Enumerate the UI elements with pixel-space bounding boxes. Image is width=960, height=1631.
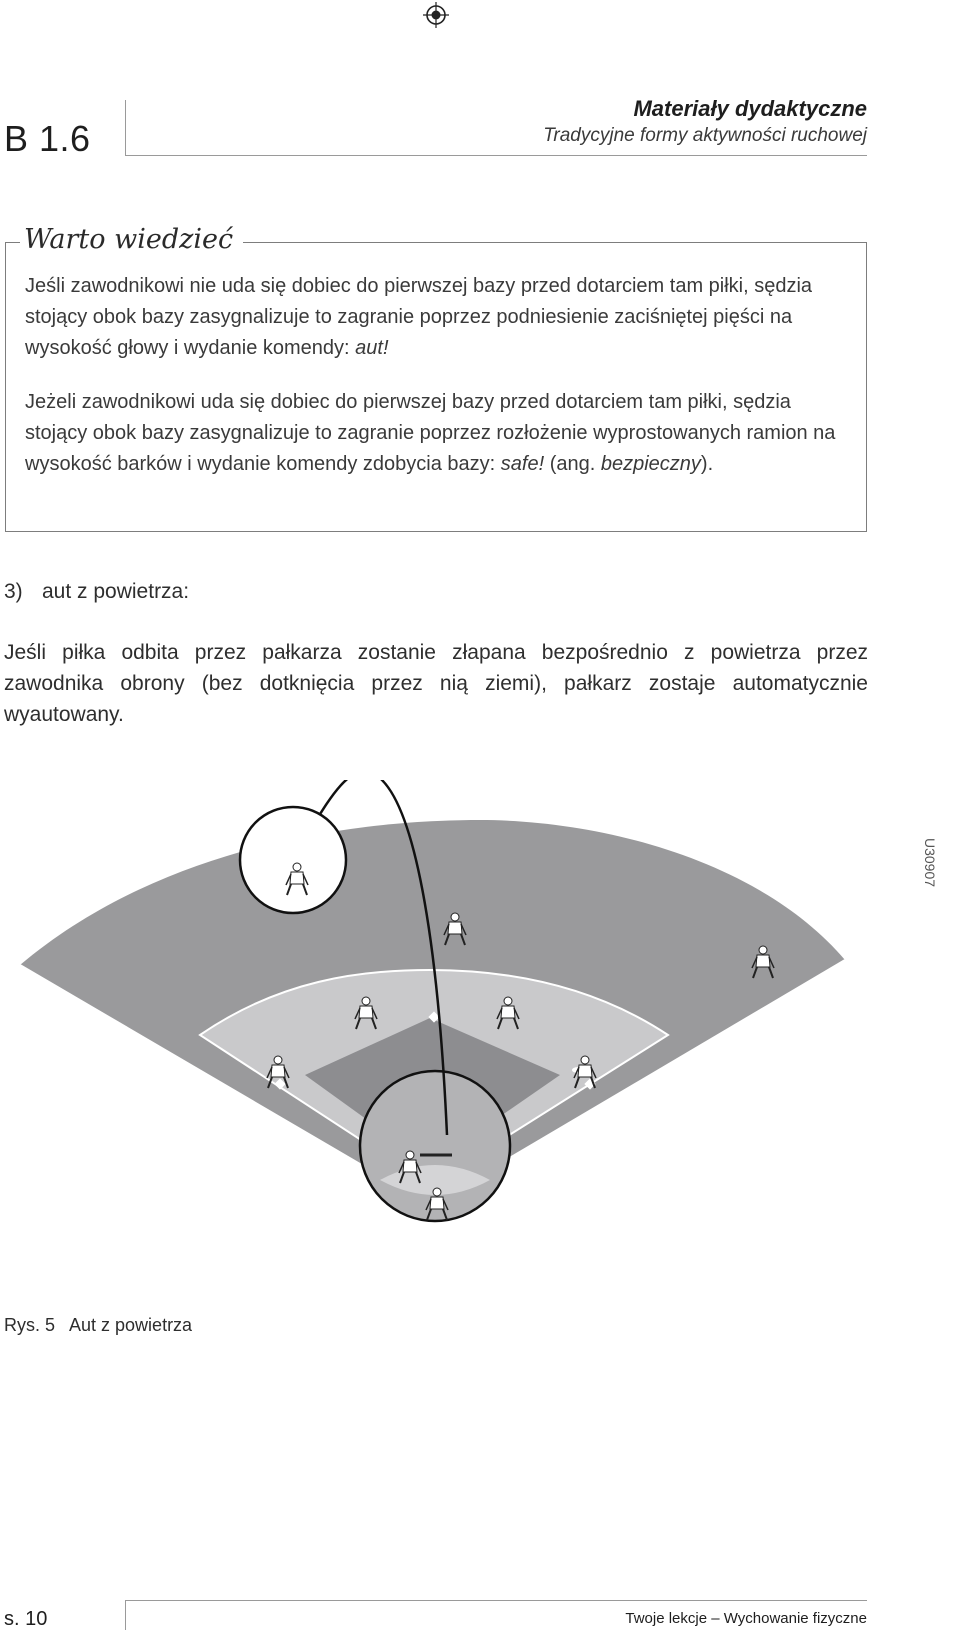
caption-number: Rys. 5 xyxy=(4,1315,56,1335)
info-box-paragraph-out xyxy=(25,271,851,364)
info-box-paragraph-safe xyxy=(25,387,851,480)
header-divider-vertical xyxy=(125,100,126,156)
catch-highlight xyxy=(240,807,346,913)
figure-caption xyxy=(4,1315,192,1336)
rule-heading xyxy=(4,580,189,604)
header-title: Materiały dydaktyczne xyxy=(633,96,867,121)
caption-text: Aut z powietrza xyxy=(69,1315,193,1335)
rule-label: aut z powietrza: xyxy=(42,580,190,603)
info-box-title: Warto wiedzieć xyxy=(20,224,243,255)
safe-command: safe! xyxy=(500,453,545,475)
header-subtitle: Tradycyjne formy aktywności ruchowej xyxy=(543,125,867,146)
paragraph-out-text: Jeśli zawodnikowi nie uda się dobiec do pierwszej bazy przed dotarciem tam piłki, sędzia stojący obok bazy zasygnalizuje to zagranie poprzez podniesienie zaciśniętej pięści na wysokość głowy i wydanie komendy: xyxy=(25,275,813,359)
figure-code: U30907 xyxy=(922,838,938,888)
header-divider-horizontal xyxy=(125,155,867,156)
baseball-field-illustration xyxy=(0,780,960,1270)
footer-divider-vertical xyxy=(125,1600,126,1630)
paragraph-safe-text: Jeżeli zawodnikowi uda się dobiec do pierwszej bazy przed dotarciem tam piłki, sędzia stojący obok bazy zasygnalizuje to zagranie poprzez rozłożenie wyprostowanych ramion na wysokość barków i wydanie komendy zdobycia bazy: xyxy=(25,391,836,475)
paragraph-safe-mid: (ang. xyxy=(544,453,601,475)
registration-mark-icon xyxy=(423,2,449,28)
rule-description: Jeśli piłka odbita przez pałkarza zostanie złapana bezpośrednio z powietrza przez zawodnika obrony (bez dotknięcia przez nią ziemi), pałkarz zostaje automatycznie wyautowany. xyxy=(4,641,868,726)
rule-number: 3) xyxy=(4,580,23,603)
page-number: s. 10 xyxy=(4,1608,48,1630)
section-code: B 1.6 xyxy=(4,118,91,159)
paragraph-safe-end: ). xyxy=(700,453,714,475)
safe-translation: bezpieczny xyxy=(600,453,701,475)
footer-divider-horizontal xyxy=(125,1600,867,1601)
footer-series: Twoje lekcje – Wychowanie fizyczne xyxy=(625,1610,867,1627)
out-command: aut! xyxy=(355,337,389,359)
